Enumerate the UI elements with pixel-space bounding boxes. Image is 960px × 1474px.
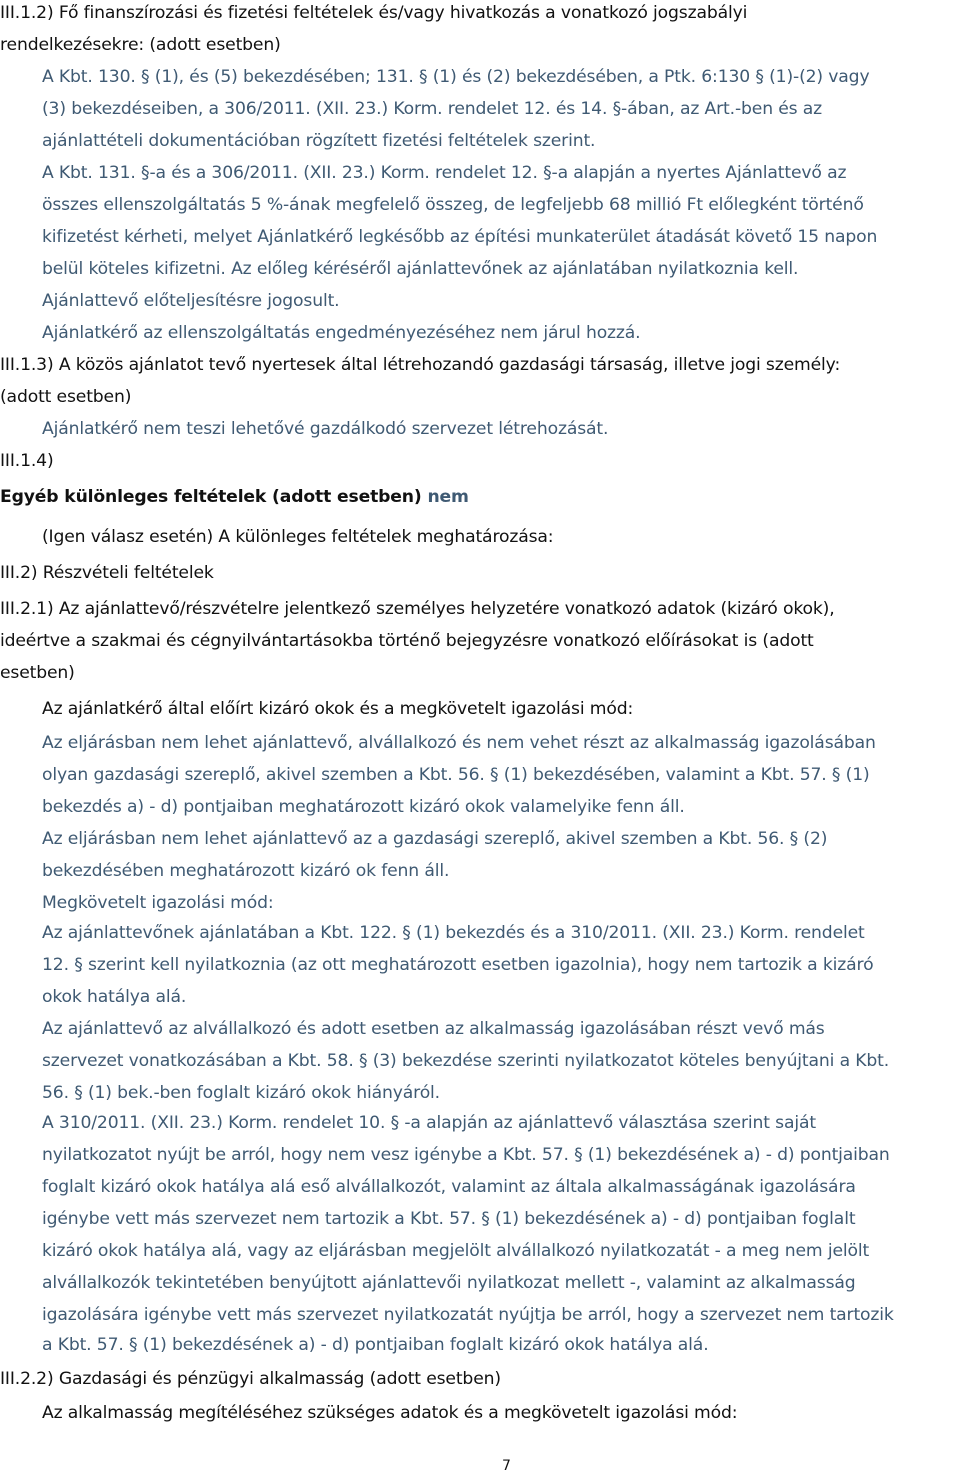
text-line-content: (Igen válasz esetén) A különleges feltételek meghatározása: (42, 527, 554, 547)
text-line (42, 863, 449, 880)
text-line (42, 831, 827, 848)
text-line-content: III.2) Részvételi feltételek (0, 563, 214, 583)
text-line (0, 357, 840, 374)
text-line-content: Egyéb különleges feltételek (adott esetben) (0, 487, 428, 507)
text-line (42, 957, 873, 974)
text-line (42, 1179, 856, 1196)
text-line (42, 293, 340, 310)
text-line (42, 197, 864, 214)
text-line-content: olyan gazdasági szereplő, akivel szemben a Kbt. 56. § (1) bekezdésében, valamint a Kbt. 57. § (1) (42, 765, 870, 785)
text-line (42, 989, 186, 1006)
text-line (42, 1243, 869, 1260)
text-line (0, 37, 281, 54)
text-line-content: III.2.1) Az ajánlattevő/részvételre jelentkező személyes helyzetére vonatkozó adatok (kizáró okok), (0, 599, 835, 619)
text-line-content: esetben) (0, 663, 75, 683)
text-line-content: foglalt kizáró okok hatálya alá eső alvállalkozót, valamint az általa alkalmasságának igazolására (42, 1177, 856, 1197)
text-line (0, 1371, 501, 1388)
text-line (42, 101, 822, 118)
text-line-content: A 310/2011. (XII. 23.) Korm. rendelet 10. § -a alapján az ajánlattevő választása szerint saját (42, 1113, 816, 1133)
text-line (42, 421, 608, 438)
text-line-content: összes ellenszolgáltatás 5 %-ának megfelelő összeg, de legfeljebb 68 millió Ft előlegként történő (42, 195, 864, 215)
text-line-content: okok hatálya alá. (42, 987, 187, 1007)
text-line-content: 12. § szerint kell nyilatkoznia (az ott meghatározott esetben igazolnia), hogy nem tartozik a kizáró (42, 955, 874, 975)
text-line (42, 529, 553, 546)
text-line-content: nyilatkozatot nyújt be arról, hogy nem vesz igénybe a Kbt. 57. § (1) bekezdésének a) - d) pontjaiban (42, 1145, 890, 1165)
text-line-content: A Kbt. 130. § (1), és (5) bekezdésében; 131. § (1) és (2) bekezdésében, a Ptk. 6:130 § (1)-(2) vagy (42, 67, 870, 87)
text-line (42, 325, 641, 342)
text-line-content: 56. § (1) bek.-ben foglalt kizáró okok hiányáról. (42, 1083, 440, 1103)
text-line-content: ajánlattételi dokumentációban rögzített fizetési feltételek szerint. (42, 131, 596, 151)
text-line-content: kifizetést kérheti, melyet Ajánlatkérő legkésőbb az építési munkaterület átadását követő 15 napon (42, 227, 878, 247)
text-line-content: a Kbt. 57. § (1) bekezdésének a) - d) pontjaiban foglalt kizáró okok hatálya alá. (42, 1335, 709, 1355)
text-line (42, 229, 877, 246)
page-number: 7 (502, 1458, 511, 1474)
text-line-content: III.1.4) (0, 451, 54, 471)
text-line-content: Megkövetelt igazolási mód: (42, 893, 274, 913)
text-line (0, 389, 131, 406)
text-line-content: kizáró okok hatálya alá, vagy az eljárásban megjelölt alvállalkozó nyilatkozatát - a meg nem jelölt (42, 1241, 870, 1261)
text-line (42, 1053, 889, 1070)
text-line-content: szervezet vonatkozásában a Kbt. 58. § (3) bekezdése szerinti nyilatkozatot köteles benyújtani a Kbt. (42, 1051, 890, 1071)
text-line (42, 1405, 737, 1422)
text-line-content: alvállalkozók tekintetében benyújtott ajánlattevői nyilatkozat mellett -, valamint az alkalmasság (42, 1273, 856, 1293)
text-line (42, 1307, 894, 1324)
text-line-content: A Kbt. 131. §-a és a 306/2011. (XII. 23.) Korm. rendelet 12. §-a alapján a nyertes Ajánlattevő az (42, 163, 847, 183)
text-line (0, 601, 835, 618)
text-line-content: Ajánlatkérő nem teszi lehetővé gazdálkodó szervezet létrehozását. (42, 419, 609, 439)
text-line-content: Az ajánlatkérő által előírt kizáró okok és a megkövetelt igazolási mód: (42, 699, 634, 719)
text-line-content: Az ajánlattevő az alvállalkozó és adott esetben az alkalmasság igazolásában részt vevő más (42, 1019, 825, 1039)
text-line (0, 5, 747, 22)
text-line (42, 133, 595, 150)
text-line (42, 261, 798, 278)
text-line (42, 925, 865, 942)
text-line (42, 1085, 440, 1102)
text-line (42, 1337, 709, 1354)
text-line-content: rendelkezésekre: (adott esetben) (0, 35, 281, 55)
text-line (42, 1211, 855, 1228)
text-line (0, 633, 814, 650)
text-line-content: Az alkalmasság megítéléséhez szükséges adatok és a megkövetelt igazolási mód: (42, 1403, 738, 1423)
text-line (0, 453, 54, 470)
text-line (42, 735, 876, 752)
text-line (42, 1275, 856, 1292)
text-line-content: (adott esetben) (0, 387, 132, 407)
text-line-content: igazolására igénybe vett más szervezet nyilatkozatát nyújtja be arról, hogy a szervezet nem tartozik (42, 1305, 894, 1325)
text-line-content: Ajánlattevő előteljesítésre jogosult. (42, 291, 340, 311)
text-line-content: belül köteles kifizetni. Az előleg kéréséről ajánlattevőnek az ajánlatában nyilatkoznia kell. (42, 259, 799, 279)
text-line-content: Az eljárásban nem lehet ajánlattevő az a gazdasági szereplő, akivel szemben a Kbt. 56. § (2) (42, 829, 828, 849)
text-line-content: Az eljárásban nem lehet ajánlattevő, alvállalkozó és nem vehet részt az alkalmasság igazolásában (42, 733, 876, 753)
text-line (42, 799, 685, 816)
text-line-content: bekezdés a) - d) pontjaiban meghatározott kizáró okok valamelyike fenn áll. (42, 797, 685, 817)
text-line-content: III.1.2) Fő finanszírozási és fizetési feltételek és/vagy hivatkozás a vonatkozó jogszabályi (0, 3, 748, 23)
text-line (42, 165, 846, 182)
text-line (42, 895, 274, 912)
text-line-content: igénybe vett más szervezet nem tartozik a Kbt. 57. § (1) bekezdésének a) - d) pontjaiban foglalt (42, 1209, 856, 1229)
text-line-content: Ajánlatkérő az ellenszolgáltatás engedményezéséhez nem járul hozzá. (42, 323, 641, 343)
text-line (0, 565, 214, 582)
text-line-content: III.1.3) A közös ajánlatot tevő nyertesek által létrehozandó gazdasági társaság, illetve jogi személy: (0, 355, 841, 375)
section-heading (0, 489, 469, 506)
text-line (42, 1147, 890, 1164)
text-line-content: ideértve a szakmai és cégnyilvántartásokba történő bejegyzésre vonatkozó előírásokat is (adott (0, 631, 814, 651)
text-line (42, 1021, 825, 1038)
text-line-content: (3) bekezdéseiben, a 306/2011. (XII. 23.) Korm. rendelet 12. és 14. §-ában, az Art.-ben és az (42, 99, 823, 119)
text-line-content: Az ajánlattevőnek ajánlatában a Kbt. 122. § (1) bekezdés és a 310/2011. (XII. 23.) Korm. rendelet (42, 923, 865, 943)
text-line (0, 665, 75, 682)
text-line-content: bekezdésében meghatározott kizáró ok fenn áll. (42, 861, 450, 881)
text-line (42, 69, 869, 86)
text-line-content: III.2.2) Gazdasági és pénzügyi alkalmasság (adott esetben) (0, 1369, 501, 1389)
answer-value: nem (427, 487, 469, 507)
text-line (42, 701, 633, 718)
text-line (42, 767, 870, 784)
text-line (42, 1115, 816, 1132)
